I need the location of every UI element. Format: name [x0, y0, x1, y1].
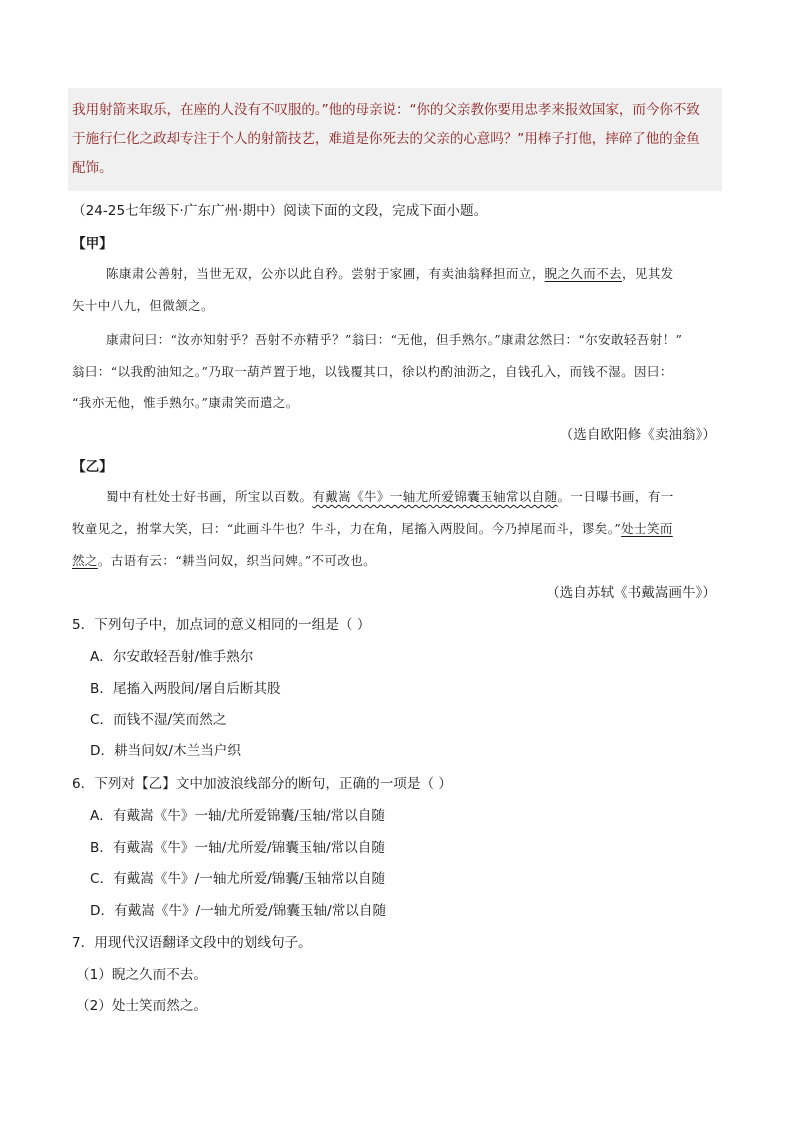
answer-line-2: 于施行仁化之政却专注于个人的射箭技艺，难道是你死去的父亲的心意吗？”用棒子打他，摔碎了他的金鱼	[72, 131, 700, 147]
reading-intro: （24-25七年级下·广东广州·期中）阅读下面的文段，完成下面小题。	[72, 203, 488, 219]
passage-jia-text: 陈康肃公善射，当世无双，公亦以此自矜。尝射于家圃，有卖油翁释担而立，	[106, 266, 545, 281]
passage-jia-line-4: 翁曰：“以我酌油知之。”乃取一葫芦置于地，以钱覆其口，徐以杓酌油沥之，自钱孔入，而钱不湿。因曰：	[72, 364, 673, 379]
passage-jia-line-1	[106, 264, 674, 282]
passage-yi-label: 【乙】	[72, 459, 113, 475]
question-5-option-d[interactable]: D．耕当问奴/木兰当户织	[90, 743, 241, 759]
question-5-option-c[interactable]: C．而钱不湿/笑而然之	[90, 712, 227, 728]
question-6-option-d[interactable]: D．有戴嵩《牛》/一轴尤所爱/锦囊玉轴/常以自随	[90, 903, 387, 919]
question-7-stem: 7．用现代汉语翻译文段中的划线句子。	[72, 935, 312, 951]
answer-line-1: 我用射箭来取乐，在座的人没有不叹服的。”他的母亲说：“你的父亲教你要用忠孝来报效国家，而今你不致	[72, 102, 700, 118]
wavy-underlined-sentence: 有戴嵩《牛》一轴尤所爱锦囊玉轴常以自随	[312, 489, 558, 504]
underlined-sentence-1: 睨之久而不去	[544, 266, 623, 281]
passage-yi-line-3	[72, 551, 376, 569]
passage-yi-text: 。一日曝书画，有一	[557, 489, 674, 504]
passage-yi-text: 牧童见之，拊掌大笑，曰：“此画斗牛也？牛斗，力在角，尾搐入两股间。今乃掉尾而斗，谬矣。”	[72, 521, 622, 536]
question-6-option-a[interactable]: A．有戴嵩《牛》一轴/尤所爱锦囊/玉轴/常以自随	[90, 808, 385, 824]
passage-jia-source: （选自欧阳修《卖油翁》）	[559, 427, 716, 443]
underlined-sentence-2-part-1: 处士笑而	[621, 521, 673, 536]
passage-yi-source: （选自苏轼《书戴嵩画牛》）	[546, 585, 716, 601]
question-6-option-b[interactable]: B．有戴嵩《牛》一轴/尤所爱/锦囊玉轴/常以自随	[90, 840, 385, 856]
underlined-sentence-2-part-2: 然之	[72, 553, 98, 568]
passage-yi-line-2	[72, 519, 673, 537]
passage-jia-line-2: 矢十中八九，但微颔之。	[72, 298, 214, 313]
question-5-stem: 5．下列句子中，加点词的意义相同的一组是（ ）	[72, 617, 371, 633]
passage-jia-line-3: 康肃问曰：“汝亦知射乎？吾射不亦精乎？”翁曰：“无他，但手熟尔。”康肃忿然曰：“尔安敢轻吾射！”	[106, 332, 683, 347]
question-6-stem: 6．下列对【乙】文中加波浪线部分的断句，正确的一项是（ ）	[72, 776, 452, 792]
question-5-option-a[interactable]: A．尔安敢轻吾射/惟手熟尔	[90, 649, 254, 665]
answer-translation-box	[68, 88, 722, 191]
question-6-option-c[interactable]: C．有戴嵩《牛》/一轴尤所爱/锦囊/玉轴常以自随	[90, 871, 386, 887]
passage-yi-line-1	[106, 487, 674, 505]
question-5-option-b[interactable]: B．尾搐入两股间/屠自后断其股	[90, 681, 281, 697]
passage-jia-text: ，见其发	[622, 266, 674, 281]
passage-yi-text: 蜀中有杜处士好书画，所宝以百数。	[106, 489, 313, 504]
answer-line-3: 配饰。	[72, 160, 113, 176]
question-7-item-2: （2）处士笑而然之。	[76, 998, 207, 1014]
passage-yi-text: 。古语有云：“耕当问奴，织当问婢。”不可改也。	[97, 553, 377, 568]
passage-jia-label: 【甲】	[72, 236, 113, 252]
question-7-item-1: （1）睨之久而不去。	[76, 967, 207, 983]
passage-jia-line-5: “我亦无他，惟手熟尔。”康肃笑而遣之。	[72, 395, 299, 410]
